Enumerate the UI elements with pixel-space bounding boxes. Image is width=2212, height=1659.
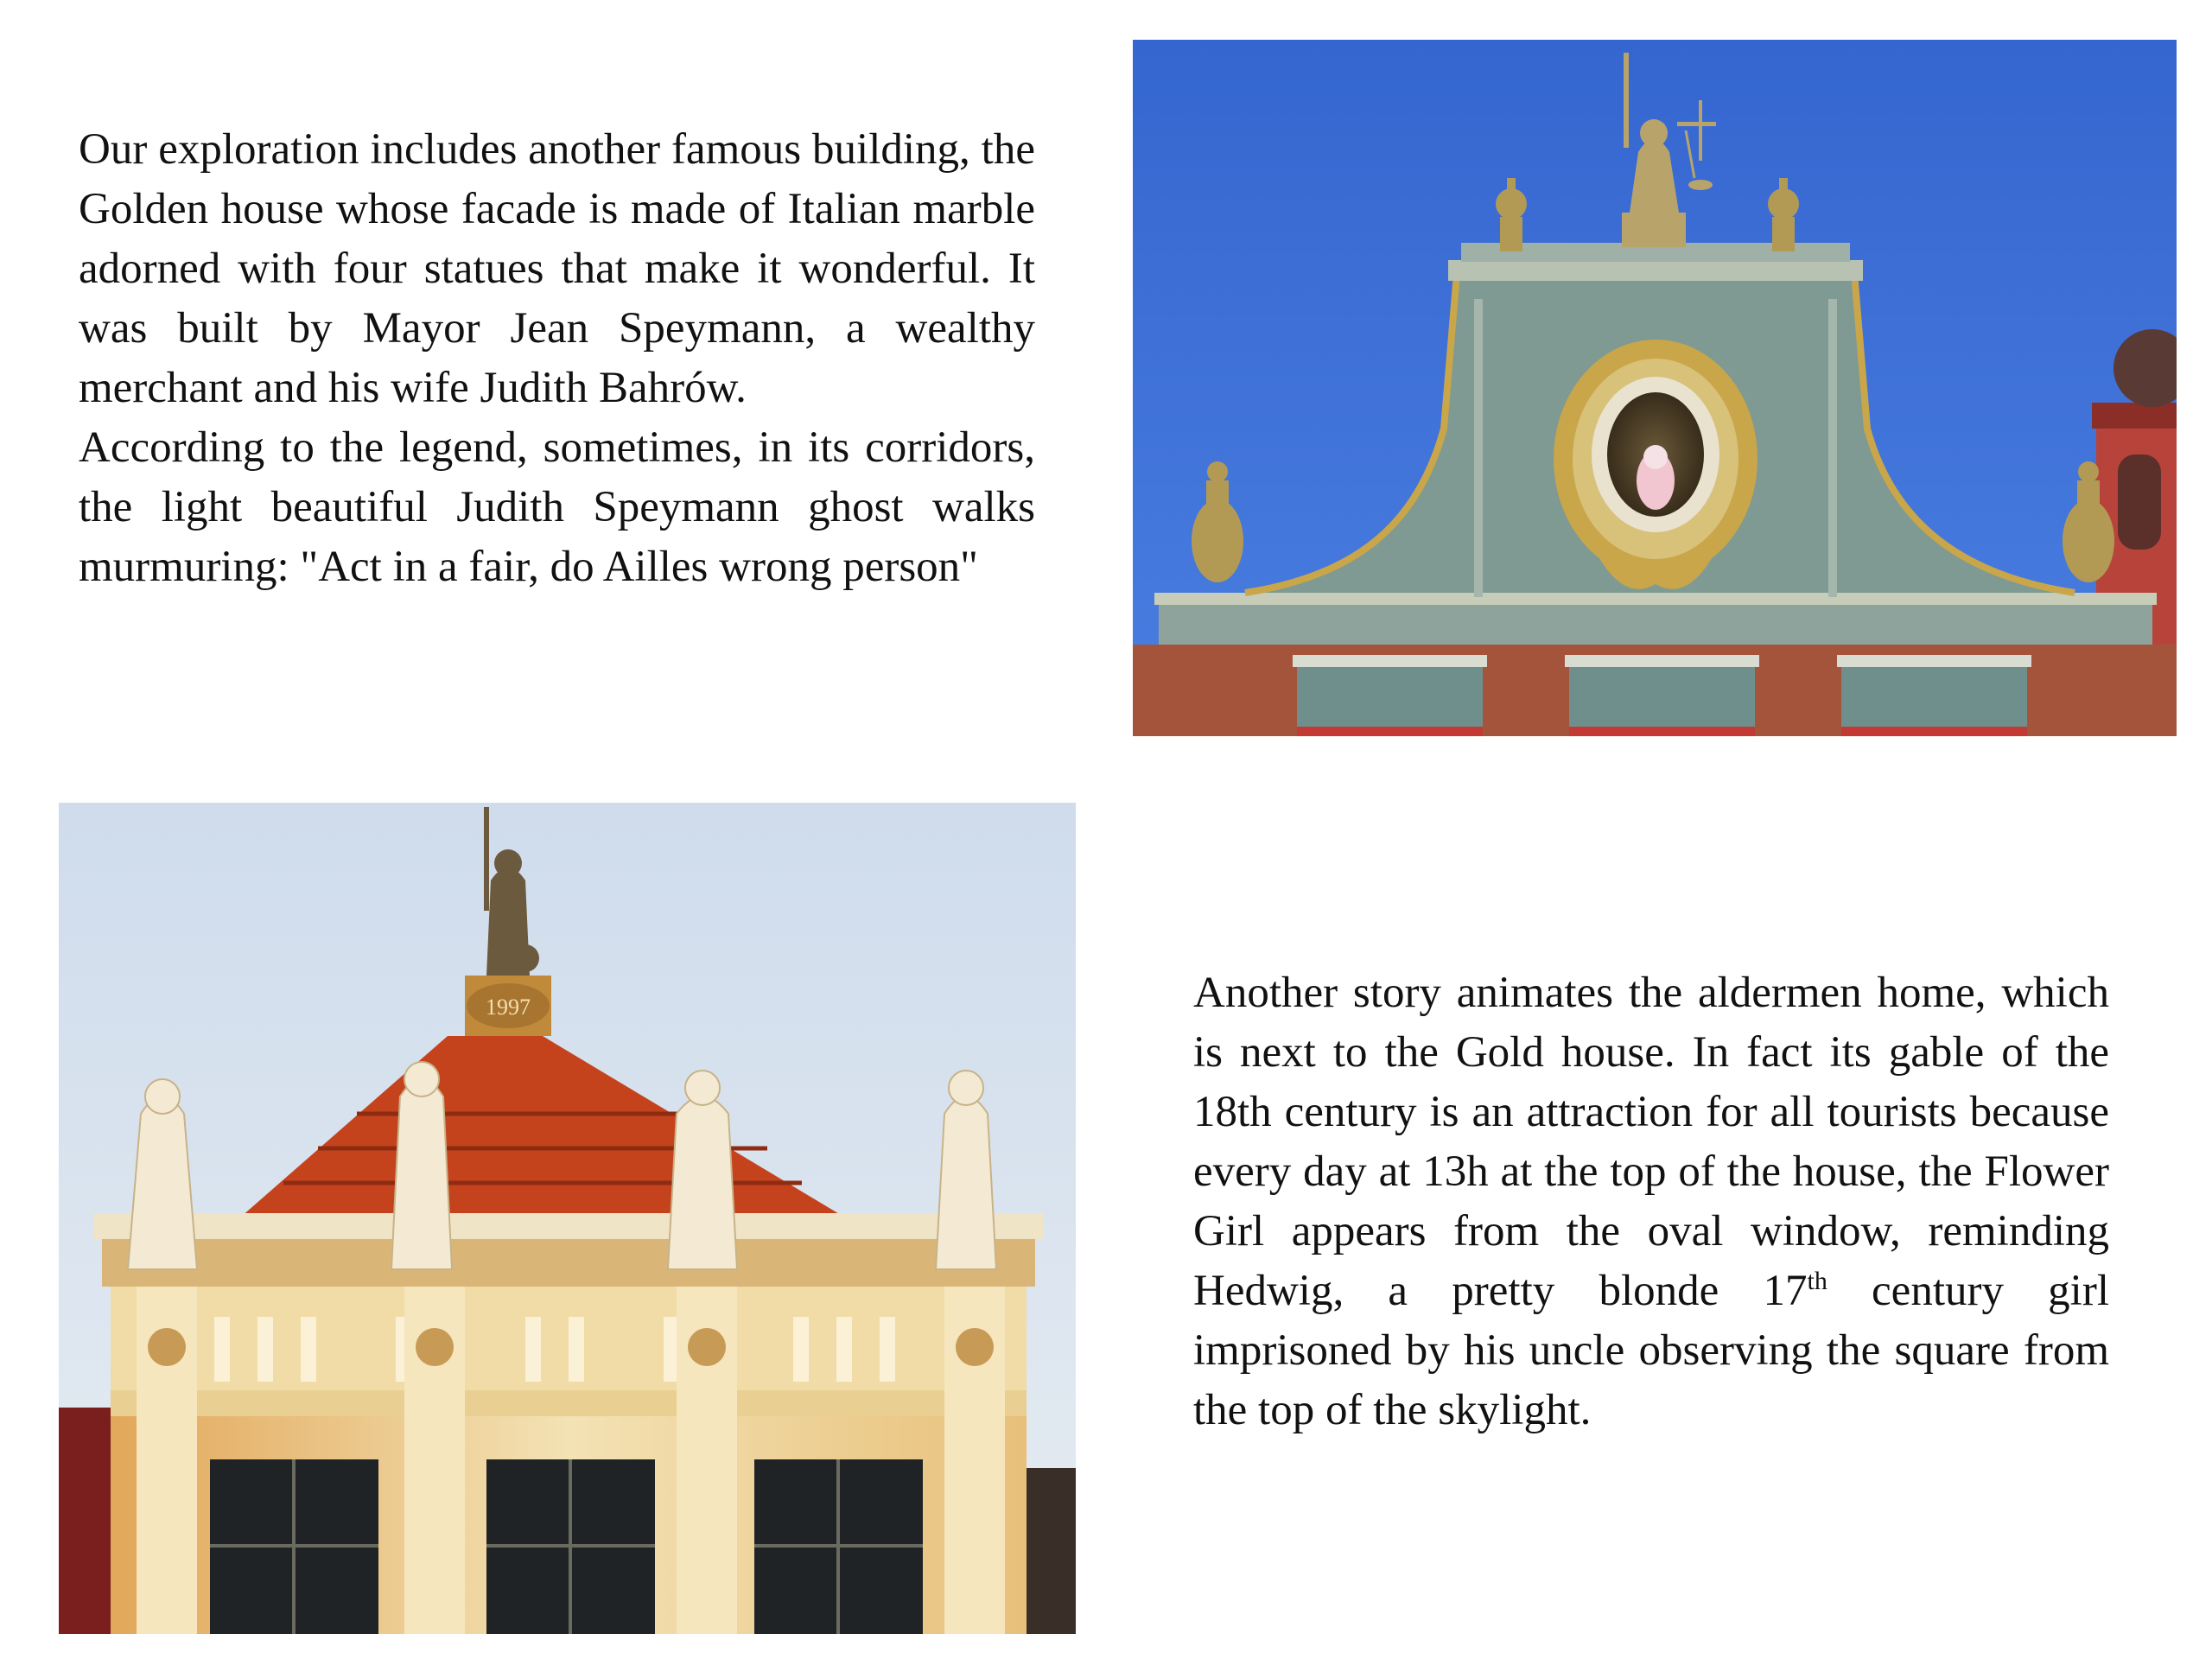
paragraph-text-end: century girl imprisoned by his uncle observing the square from the top of the skylight. [1193, 1267, 2110, 1434]
aldermen-house-text [1193, 963, 2109, 1440]
ghost-legend-paragraph: According to the legend, sometimes, in its corridors, the light beautiful Judith Speymann ghost walks murmuring: "Act in a fair, do Ailles wrong person" [79, 423, 1035, 591]
paragraph-text-start: Another story animates the aldermen home, which is next to the Gold house. In fact its gable of the 18th century is an attraction for all tourists because every day at 13h at the top of the house, the Flower Girl appears from the oval window, reminding Hedwig, a pretty blonde 17 [1193, 969, 2109, 1315]
aldermen-house-gable-photo [1133, 40, 2177, 736]
aldermen-house-paragraph [1193, 963, 2109, 1440]
plaque-year: 1997 [486, 995, 531, 1020]
golden-house-paragraph: Our exploration includes another famous building, the Golden house whose facade is made of Italian marble adorned with four statues that make it wonderful. It was built by Mayor Jean Speymann, a wealthy merchant and his wife Judith Bahrów. [79, 125, 1035, 412]
ordinal-suffix: th [1807, 1267, 1827, 1295]
golden-house-text [79, 120, 1035, 597]
golden-house-facade-photo [59, 803, 1076, 1634]
